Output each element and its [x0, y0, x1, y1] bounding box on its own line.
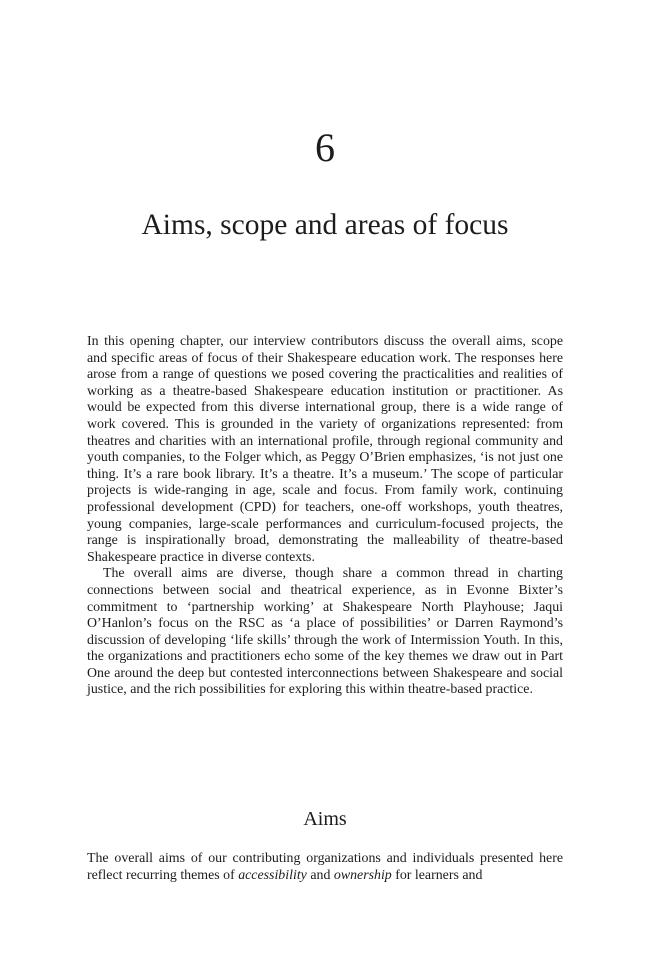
- aims-text-start: The overall aims of our contributing organizations and individuals presented here reflect recurring themes of: [87, 851, 563, 883]
- chapter-number: 6: [315, 125, 335, 170]
- intro-section: [87, 334, 563, 699]
- aims-emphasis-ownership: ownership: [333, 867, 392, 883]
- aims-text-end: for learners and: [391, 867, 483, 883]
- section-heading-aims: Aims: [303, 808, 347, 830]
- aims-paragraph: [87, 851, 563, 884]
- intro-paragraph-1: In this opening chapter, our interview contributors discuss the overall aims, scope and specific areas of focus of their Shakespeare education work. The responses here arose from a range of questions we posed covering the practicalities and realities of working as a theatre-based Shakespeare education institution or practitioner. As would be expected from this diverse international group, there is a wide range of work covered. This is grounded in the variety of organizations represented: from theatres and charities with an international profile, through regional community and youth companies, to the Folger which, as Peggy O’Brien emphasizes, ‘is not just one thing. It’s a rare book library. It’s a theatre. It’s a museum.’ The scope of particular projects is wide-ranging in age, scale and focus. From family work, continuing professional development (CPD) for teachers, one-off workshops, youth theatres, young companies, large-scale performances and curriculum-focused projects, the range is inspirationally broad, demonstrating the malleability of theatre-based Shakespeare practice in diverse contexts.: [87, 334, 563, 565]
- aims-text-mid: and: [306, 867, 334, 883]
- intro-paragraph-2: The overall aims are diverse, though share a common thread in charting connections between social and theatrical experience, as in Evonne Bixter’s commitment to ‘partnership working’ at Shakespeare North Playhouse; Jaqui O’Hanlon’s focus on the RSC as ‘a place of possibilities’ or Darren Raymond’s discussion of developing ‘life skills’ through the work of Intermission Youth. In this, the organizations and practitioners echo some of the key themes we draw out in Part One around the deep but contested interconnections between Shakespeare and social justice, and the rich possibilities for exploring this within theatre-based practice.: [87, 566, 563, 698]
- aims-section: [87, 851, 563, 884]
- aims-emphasis-accessibility: accessibility: [238, 867, 307, 883]
- chapter-title: Aims, scope and areas of focus: [141, 209, 509, 241]
